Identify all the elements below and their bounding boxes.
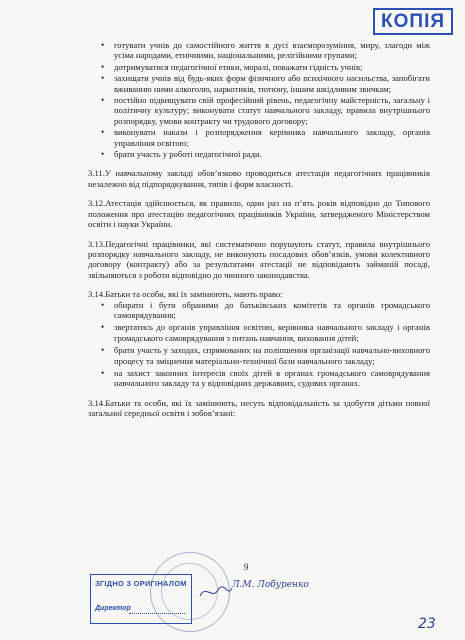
list-item: • брати участь у роботі педагогічної ради. — [114, 149, 430, 159]
list-item: • звертатись до органів управління освітою, керівника навчального закладу і органів громадського самоврядування з питань навчання, виховання дітей; — [114, 322, 430, 343]
paragraph-3-14-intro: 3.14.Батьки та особи, які їх замінюють, мають право: — [88, 289, 283, 300]
certified-copy-stamp — [90, 574, 192, 624]
list-item: • дотримуватися педагогічної етики, моралі, поважати гідність учнів; — [114, 62, 430, 72]
list-item: • готувати учнів до самостійного життя в дусі взаєморозуміння, миру, злагоди між усіма народами, етнічними, національними, релігійними групами; — [114, 40, 430, 61]
page-number: 9 — [244, 562, 249, 572]
stamp-signature-line — [129, 613, 185, 614]
list-item: • виконувати накази і розпорядження керівника навчального закладу, органів управління освітою; — [114, 127, 430, 148]
duties-list — [88, 40, 430, 159]
stamp-title: ЗГІДНО З ОРИГІНАЛОМ — [95, 579, 187, 588]
list-item: • брати участь у заходах, спрямованих на поліпшення організації навчально-виховного процесу та зміцнення матеріально-технічної бази навчального закладу; — [114, 345, 430, 366]
copy-stamp: КОПІЯ — [373, 8, 453, 35]
paragraph-3-13: 3.13.Педагогічні працівники, які систематично порушують статут, правила внутрішнього розпорядку навчального закладу, не виконують посадових обов’язків, умови колективного договору (контракту) або за результатами атестації не відповідають займаній посаді, звільняються з роботи відповідно до чинного законодавства. — [88, 238, 430, 280]
list-item: • на захист законних інтересів своїх дітей в органах громадського самоврядування навчального закладу та у відповідних державних, судових органах. — [114, 368, 430, 389]
paragraph-3-12: 3.12.Атестація здійснюється, як правило, один раз на п’ять років відповідно до Типового положення про атестацію педагогічних працівників України, затвердженого Міністерством освіти і науки України. — [88, 198, 430, 230]
list-item: • постійно підвищувати свій професійний рівень, педагогічну майстерність, загальну і політичну культуру; виконувати статут навчального закладу, правила внутрішнього розпорядку, умови контракту чи трудового договору; — [114, 95, 430, 126]
paragraph-3-14-duties: 3.14.Батьки та особи, які їх замінюють, несуть відповідальність за здобуття дітьми повної загальної середньої освіти і зобов’язані: — [88, 397, 430, 419]
list-item: • обирати і бути обраними до батьківських комітетів та органів громадського самоврядування; — [114, 300, 430, 321]
paragraph-3-11: 3.11.У навчальному закладі обов’язково проводиться атестація педагогічних працівників незалежно від підпорядкування, типів і форм власності. — [88, 168, 430, 189]
signature-name: Л.М. Лобуренко — [232, 580, 309, 590]
parents-rights-list — [88, 300, 430, 389]
list-item: • захищати учнів від будь-яких форм фізичного або психічного насильства, запобігати вживанню ними алкоголю, наркотиків, тютюну, іншим шкідливим звичкам; — [114, 73, 430, 94]
handwritten-page-code: 23 — [418, 616, 436, 632]
document-body — [88, 40, 430, 419]
stamp-director-label: Директор — [95, 605, 131, 612]
